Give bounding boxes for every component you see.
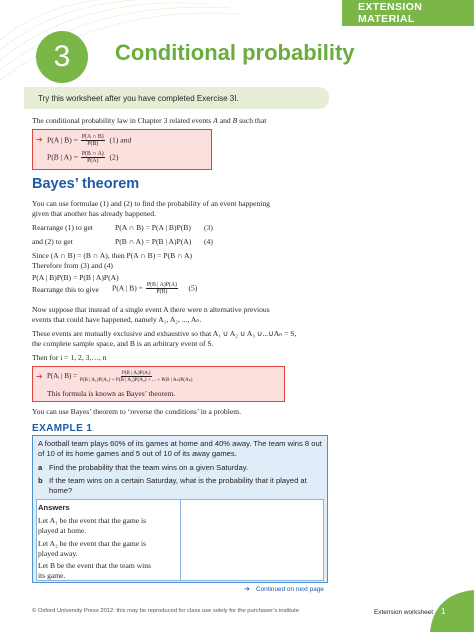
example-question-line-1: A football team plays 60% of its games at home and 40% away. The team wins 8 out xyxy=(38,439,322,448)
combined-equation: P(A | B)P(B) = P(B | A)P(A) xyxy=(32,273,119,282)
example-label: EXAMPLE 1 xyxy=(32,423,93,434)
bayes-theorem-equation: P(Aᵢ | B) = $\frac{\text{P(B | Aᵢ)P(Aᵢ)}}{\text{P(B | A₁)P(A₁) + P(B | A₂)P(A₂) + ... + P(B | Aₙ)P(Aₙ)}}$ xyxy=(47,370,193,383)
rearrange-1-equation: P(A ∩ B) = P(A | B)P(B) xyxy=(115,223,191,232)
answer-3-line-2: its game. xyxy=(38,571,66,580)
rearrange-2-tag: (4) xyxy=(204,237,213,246)
law-equation-1: P(A | B) = $\frac{P(A \cap B)}{P(B)}$ (1) and xyxy=(47,134,132,147)
bayes-paragraph-2-line-2: events that could have happened, namely A₁, A₂, ..., Aₙ. xyxy=(32,315,202,324)
bayes-paragraph-3-line-2: the complete sample space, and B is an arbitrary event of S. xyxy=(32,339,214,348)
rearrange-3-label: Rearrange this to give xyxy=(32,285,99,294)
continued-arrow-icon: ➔ xyxy=(244,585,250,593)
bayes-paragraph-3-line-1: These events are mutually exclusive and exhaustive so that A₁ ∪ A₂ ∪ A₃ ∪...∪Aₙ = S, xyxy=(32,329,297,338)
bayes-paragraph-1-line-2: given that another has already happened. xyxy=(32,209,156,218)
answer-3-line-1: Let B be the event that the team wins xyxy=(38,561,152,570)
arrow-icon: ➔ xyxy=(36,135,43,144)
page-number-tab xyxy=(424,590,474,632)
rearrange-1-label: Rearrange (1) to get xyxy=(32,223,93,232)
part-a-marker: a xyxy=(38,463,43,472)
copyright-footer: © Oxford University Press 2012: this may be reproduced for class use solely for the purchaser’s institute xyxy=(32,608,299,614)
rearrange-3-equation: P(A | B) = $\frac{P(B | A)P(A)}{P(B)}$ (5) xyxy=(112,282,198,295)
part-b-text-line-1: If the team wins on a certain Saturday, what is the probability that it played at xyxy=(49,476,307,485)
chapter-title: Conditional probability xyxy=(115,40,355,65)
therefore-line: Therefore from (3) and (4) xyxy=(32,261,113,270)
answer-1-line-1: Let A₁ be the event that the game is xyxy=(38,516,147,525)
intro-text: The conditional probability law in Chapter 3 related events A and B such that xyxy=(32,116,267,125)
arrow-icon: ➔ xyxy=(36,372,43,381)
then-line: Then for i = 1, 2, 3,…, n xyxy=(32,353,107,362)
part-b-text-line-2: home? xyxy=(49,486,73,495)
bayes-paragraph-2-line-1: Now suppose that instead of a single event A there were n alternative previous xyxy=(32,305,270,314)
rearrange-1-tag: (3) xyxy=(204,223,213,232)
continued-next-page: Continued on next page xyxy=(256,586,324,593)
part-a-text: Find the probability that the team wins on a given Saturday. xyxy=(49,463,249,472)
since-line: Since (A ∩ B) = (B ∩ A), then P(A ∩ B) = P(B ∩ A) xyxy=(32,251,193,260)
bayes-theorem-caption: This formula is known as Bayes’ theorem. xyxy=(47,389,176,398)
reverse-conditions-text: You can use Bayes’ theorem to ‘reverse the conditions’ in a problem. xyxy=(32,407,241,416)
answers-divider xyxy=(180,499,181,581)
part-b-marker: b xyxy=(38,476,43,485)
section-title-bayes: Bayes’ theorem xyxy=(32,176,140,192)
extension-material-banner: EXTENSION MATERIAL xyxy=(342,0,474,26)
bayes-paragraph-1-line-1: You can use formulae (1) and (2) to find the probability of an event happening xyxy=(32,199,270,208)
example-question-line-2: of 10 of its home games and 5 out of 10 of its away games. xyxy=(38,449,237,458)
footer-label: Extension worksheet xyxy=(374,609,433,616)
answers-title: Answers xyxy=(38,503,70,512)
rearrange-2-label: and (2) to get xyxy=(32,237,73,246)
answer-1-line-2: played at home. xyxy=(38,526,87,535)
answer-2-line-1: Let A₂ be the event that the game is xyxy=(38,539,147,548)
law-equation-2: P(B | A) = $\frac{P(B \cap A)}{P(A)}$ (2) xyxy=(47,151,119,164)
rearrange-2-equation: P(B ∩ A) = P(B | A)P(A) xyxy=(115,237,192,246)
chapter-number: 3 xyxy=(36,31,88,83)
page-number: 1 xyxy=(441,607,446,616)
worksheet-note: Try this worksheet after you have completed Exercise 3I. xyxy=(24,87,329,109)
answer-2-line-2: played away. xyxy=(38,549,78,558)
